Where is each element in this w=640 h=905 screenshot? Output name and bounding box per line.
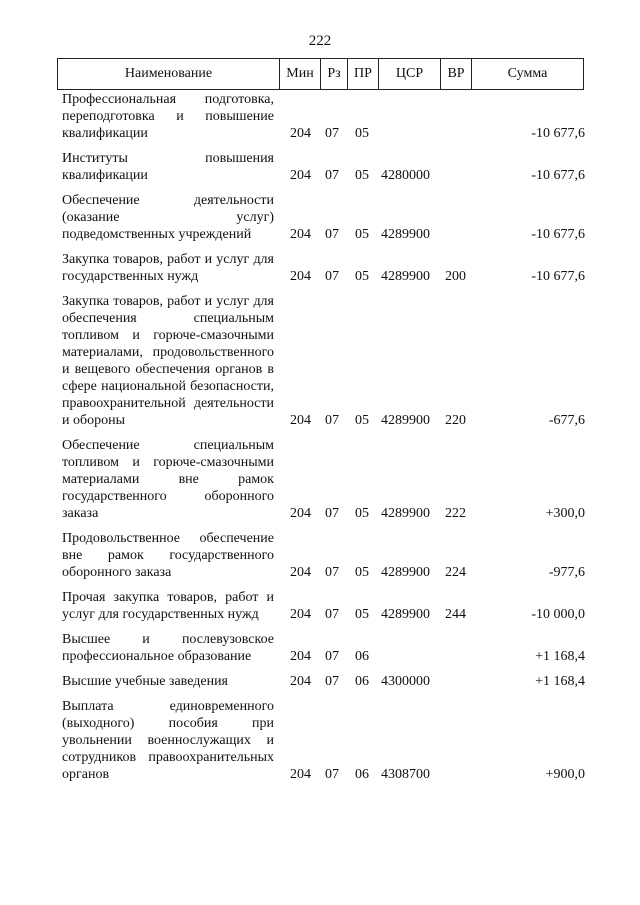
- row-csr: 4289900: [381, 227, 430, 242]
- row-pr: 05: [355, 168, 369, 183]
- table-row: [0, 698, 640, 783]
- row-rz: 07: [325, 269, 339, 284]
- row-pr: 06: [355, 674, 369, 689]
- row-sum: +1 168,4: [535, 649, 585, 664]
- row-min: 204: [290, 126, 311, 141]
- row-csr: 4289900: [381, 506, 430, 521]
- row-sum: +900,0: [545, 767, 585, 782]
- row-sum: -977,6: [548, 565, 585, 580]
- row-csr: 4308700: [381, 767, 430, 782]
- row-min: 204: [290, 506, 311, 521]
- row-csr: 4289900: [381, 607, 430, 622]
- row-sum: -10 677,6: [531, 126, 585, 141]
- row-vr: 200: [445, 269, 466, 284]
- table-row: [0, 530, 640, 581]
- table-body: [0, 91, 640, 791]
- row-pr: 05: [355, 413, 369, 428]
- table-row: [0, 673, 640, 690]
- row-rz: 07: [325, 126, 339, 141]
- row-min: 204: [290, 674, 311, 689]
- row-sum: -10 677,6: [531, 269, 585, 284]
- row-rz: 07: [325, 674, 339, 689]
- row-rz: 07: [325, 565, 339, 580]
- header-csr: ЦСР: [379, 59, 441, 90]
- table-row: [0, 150, 640, 184]
- row-csr: 4289900: [381, 269, 430, 284]
- row-name: Закупка товаров, работ и услуг для обеспечения специальным топливом и горюче-смазочными материалами, продовольственного и вещевого обеспечения органов в сфере национальной безопасности, правоохранительной деятельности и обороны: [62, 294, 274, 428]
- row-min: 204: [290, 227, 311, 242]
- row-csr: 4289900: [381, 565, 430, 580]
- row-name: Обеспечение специальным топливом и горюче-смазочными материалами вне рамок государственного оборонного заказа: [62, 438, 274, 521]
- row-name: Выплата единовременного (выходного) пособия при увольнении военнослужащих и сотрудников правоохранительных органов: [62, 699, 274, 782]
- table-row: [0, 589, 640, 623]
- table-header: [57, 58, 584, 90]
- row-rz: 07: [325, 649, 339, 664]
- row-name: Прочая закупка товаров, работ и услуг для государственных нужд: [62, 590, 274, 622]
- row-csr: 4300000: [381, 674, 430, 689]
- row-rz: 07: [325, 227, 339, 242]
- table-row: [0, 91, 640, 142]
- row-name: Высшие учебные заведения: [62, 674, 228, 689]
- row-pr: 06: [355, 767, 369, 782]
- row-name: Закупка товаров, работ и услуг для государственных нужд: [62, 252, 274, 284]
- header-rz: Рз: [321, 59, 348, 90]
- row-pr: 05: [355, 607, 369, 622]
- row-min: 204: [290, 649, 311, 664]
- row-pr: 05: [355, 227, 369, 242]
- row-rz: 07: [325, 607, 339, 622]
- page-number: 222: [308, 33, 332, 49]
- row-csr: 4280000: [381, 168, 430, 183]
- row-min: 204: [290, 269, 311, 284]
- row-sum: -10 000,0: [531, 607, 585, 622]
- row-sum: +1 168,4: [535, 674, 585, 689]
- row-min: 204: [290, 168, 311, 183]
- header-pr: ПР: [348, 59, 379, 90]
- row-pr: 05: [355, 269, 369, 284]
- row-vr: 224: [445, 565, 466, 580]
- row-min: 204: [290, 565, 311, 580]
- row-name: Продовольственное обеспечение вне рамок государственного оборонного заказа: [62, 531, 274, 580]
- row-pr: 05: [355, 565, 369, 580]
- row-sum: -677,6: [548, 413, 585, 428]
- row-sum: -10 677,6: [531, 227, 585, 242]
- table-row: [0, 437, 640, 522]
- row-rz: 07: [325, 767, 339, 782]
- row-vr: 244: [445, 607, 466, 622]
- row-vr: 222: [445, 506, 466, 521]
- table-row: [0, 293, 640, 429]
- row-name: Институты повышения квалификации: [62, 151, 274, 183]
- row-pr: 06: [355, 649, 369, 664]
- row-rz: 07: [325, 506, 339, 521]
- header-min: Мин: [280, 59, 321, 90]
- row-name: Высшее и послевузовское профессиональное образование: [62, 632, 274, 664]
- table-row: [0, 192, 640, 243]
- row-sum: +300,0: [545, 506, 585, 521]
- row-vr: 220: [445, 413, 466, 428]
- row-pr: 05: [355, 126, 369, 141]
- row-name: Профессиональная подготовка, переподготовка и повышение квалификации: [62, 92, 274, 141]
- row-name: Обеспечение деятельности (оказание услуг) подведомственных учреждений: [62, 193, 274, 242]
- header-sum: Сумма: [472, 59, 584, 90]
- row-min: 204: [290, 413, 311, 428]
- row-min: 204: [290, 767, 311, 782]
- header-name: Наименование: [58, 59, 280, 90]
- row-min: 204: [290, 607, 311, 622]
- row-rz: 07: [325, 413, 339, 428]
- row-sum: -10 677,6: [531, 168, 585, 183]
- table-row: [0, 251, 640, 285]
- header-vr: ВР: [441, 59, 472, 90]
- row-rz: 07: [325, 168, 339, 183]
- row-pr: 05: [355, 506, 369, 521]
- table-row: [0, 631, 640, 665]
- row-csr: 4289900: [381, 413, 430, 428]
